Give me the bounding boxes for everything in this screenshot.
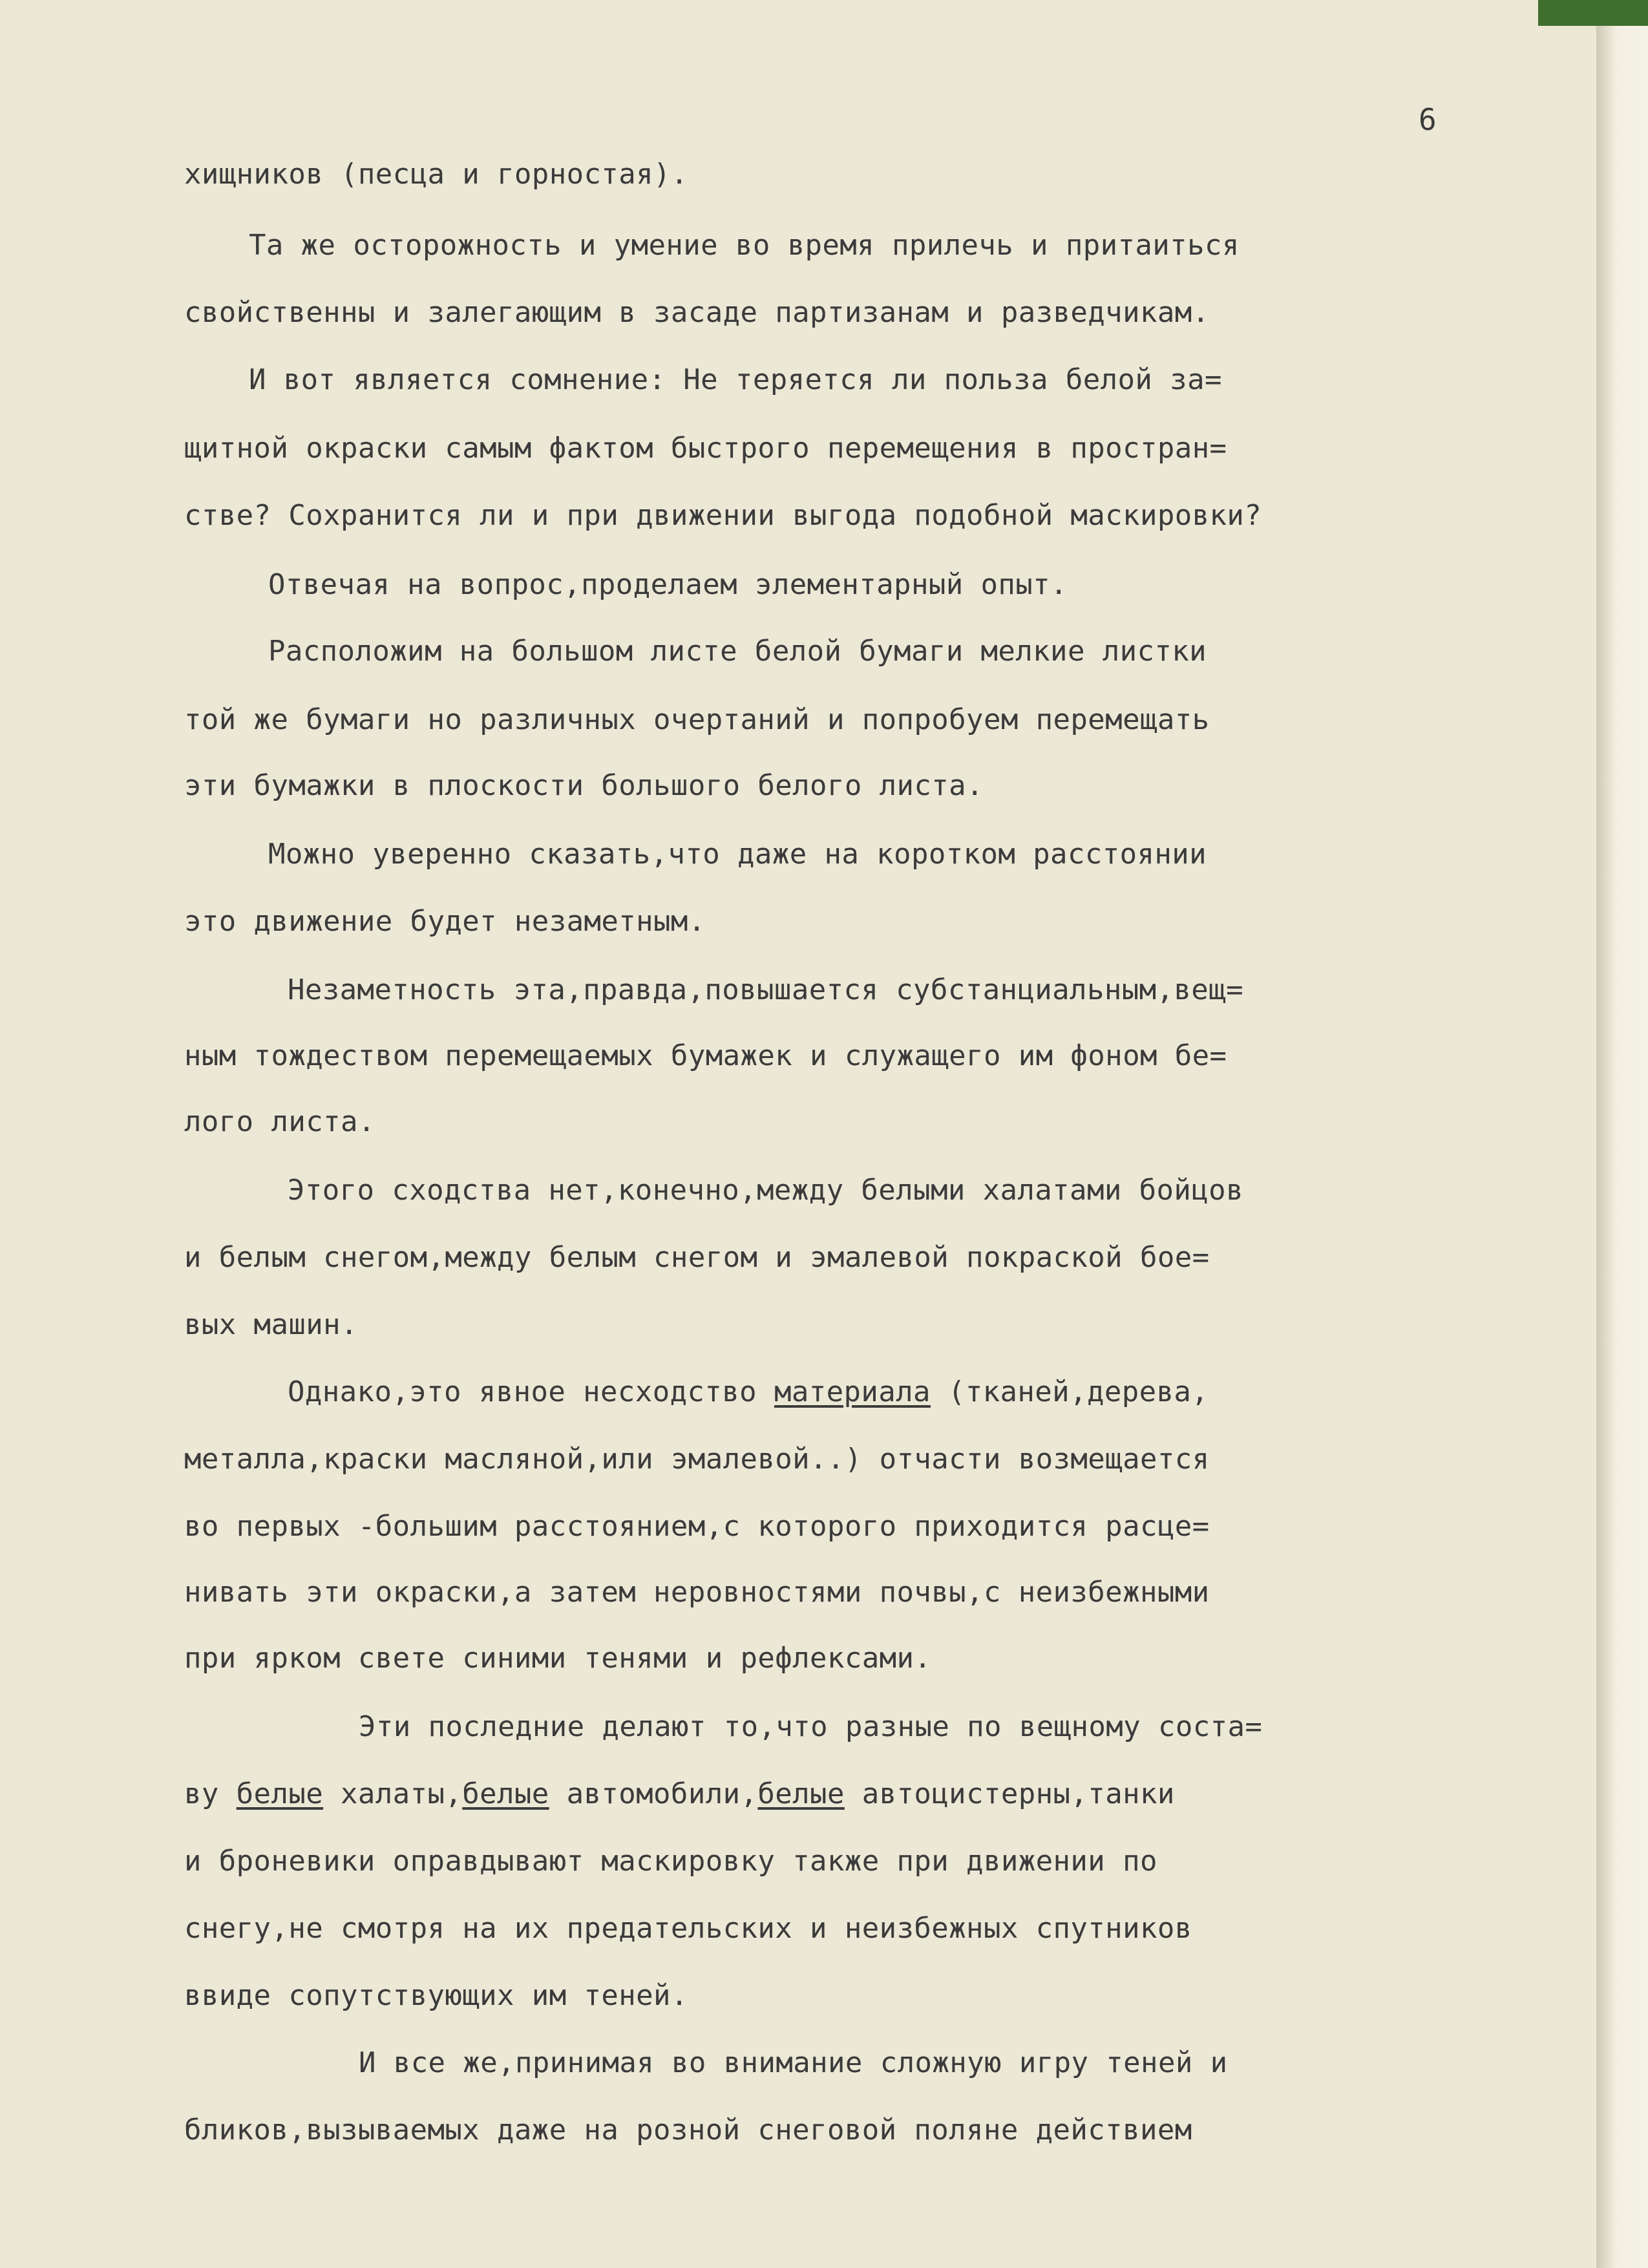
text-segment: автомобили, bbox=[549, 1777, 758, 1810]
text-segment: ву bbox=[184, 1777, 237, 1810]
text-line: Этого сходства нет,конечно,между белыми халатами бойцов bbox=[288, 1174, 1243, 1207]
scan-background-strip bbox=[1538, 0, 1648, 26]
text-segment: (тканей,дерева, bbox=[930, 1375, 1209, 1408]
text-line: это движение будет незаметным. bbox=[184, 905, 706, 938]
text-line: лого листа. bbox=[184, 1105, 375, 1138]
text-line: стве? Сохранится ли и при движении выгода подобной маскировки? bbox=[184, 499, 1262, 532]
text-line: бликов,вызываемых даже на розной снеговой поляне действием bbox=[184, 2114, 1192, 2146]
text-line: ввиде сопутствующих им теней. bbox=[184, 1979, 688, 2012]
text-line: Можно уверенно сказать,что даже на коротком расстоянии bbox=[268, 838, 1207, 871]
text-line: Расположим на большом листе белой бумаги мелкие листки bbox=[268, 635, 1207, 668]
text-line: нивать эти окраски,а затем неровностями почвы,с неизбежными bbox=[184, 1576, 1210, 1609]
text-line: свойственны и залегающим в засаде партизанам и разведчикам. bbox=[184, 296, 1210, 329]
text-line: во первых -большим расстоянием,с которого приходится расце= bbox=[184, 1510, 1210, 1543]
text-line: ным тождеством перемещаемых бумажек и служащего им фоном бе= bbox=[184, 1039, 1227, 1072]
text-line: и броневики оправдывают маскировку также при движении по bbox=[184, 1845, 1157, 1878]
text-line: Незаметность эта,правда,повышается субстанциальным,вещ= bbox=[288, 973, 1243, 1006]
text-line: хищников (песца и горностая). bbox=[184, 158, 688, 191]
text-line: снегу,не смотря на их предательских и неизбежных спутников bbox=[184, 1912, 1192, 1945]
text-line: Отвечая на вопрос,проделаем элементарный опыт. bbox=[268, 568, 1068, 601]
text-line: той же бумаги но различных очертаний и попробуем перемещать bbox=[184, 703, 1210, 736]
text-line: эти бумажки в плоскости большого белого листа. bbox=[184, 769, 984, 802]
text-line: И вот является сомнение: Не теряется ли польза белой за= bbox=[249, 363, 1222, 396]
scan-background-edge bbox=[1596, 0, 1648, 2268]
text-segment: автоцистерны,танки bbox=[844, 1777, 1175, 1810]
text-line: металла,краски масляной,или эмалевой..) отчасти возмещается bbox=[184, 1443, 1210, 1476]
text-line: вых машин. bbox=[184, 1308, 358, 1341]
text-line: и белым снегом,между белым снегом и эмалевой покраской бое= bbox=[184, 1241, 1210, 1274]
underlined-word: материала bbox=[774, 1375, 931, 1408]
text-line: при ярком свете синими тенями и рефлексами. bbox=[184, 1642, 932, 1675]
text-line bbox=[288, 1373, 1209, 1412]
underlined-word: белые bbox=[236, 1777, 324, 1810]
text-line: Эти последние делают то,что разные по вещному соста= bbox=[359, 1710, 1263, 1743]
underlined-word: белые bbox=[462, 1777, 549, 1810]
text-line: щитной окраски самым фактом быстрого перемещения в простран= bbox=[184, 432, 1227, 465]
text-line: Та же осторожность и умение во время прилечь и притаиться bbox=[249, 229, 1240, 262]
page-number: 6 bbox=[1419, 102, 1437, 137]
underlined-word: белые bbox=[757, 1777, 845, 1810]
text-segment: Однако,это явное несходство bbox=[288, 1375, 774, 1408]
text-line: И все же,принимая во внимание сложную игру теней и bbox=[359, 2046, 1228, 2079]
text-line bbox=[184, 1775, 1175, 1814]
text-segment: халаты, bbox=[323, 1777, 463, 1810]
